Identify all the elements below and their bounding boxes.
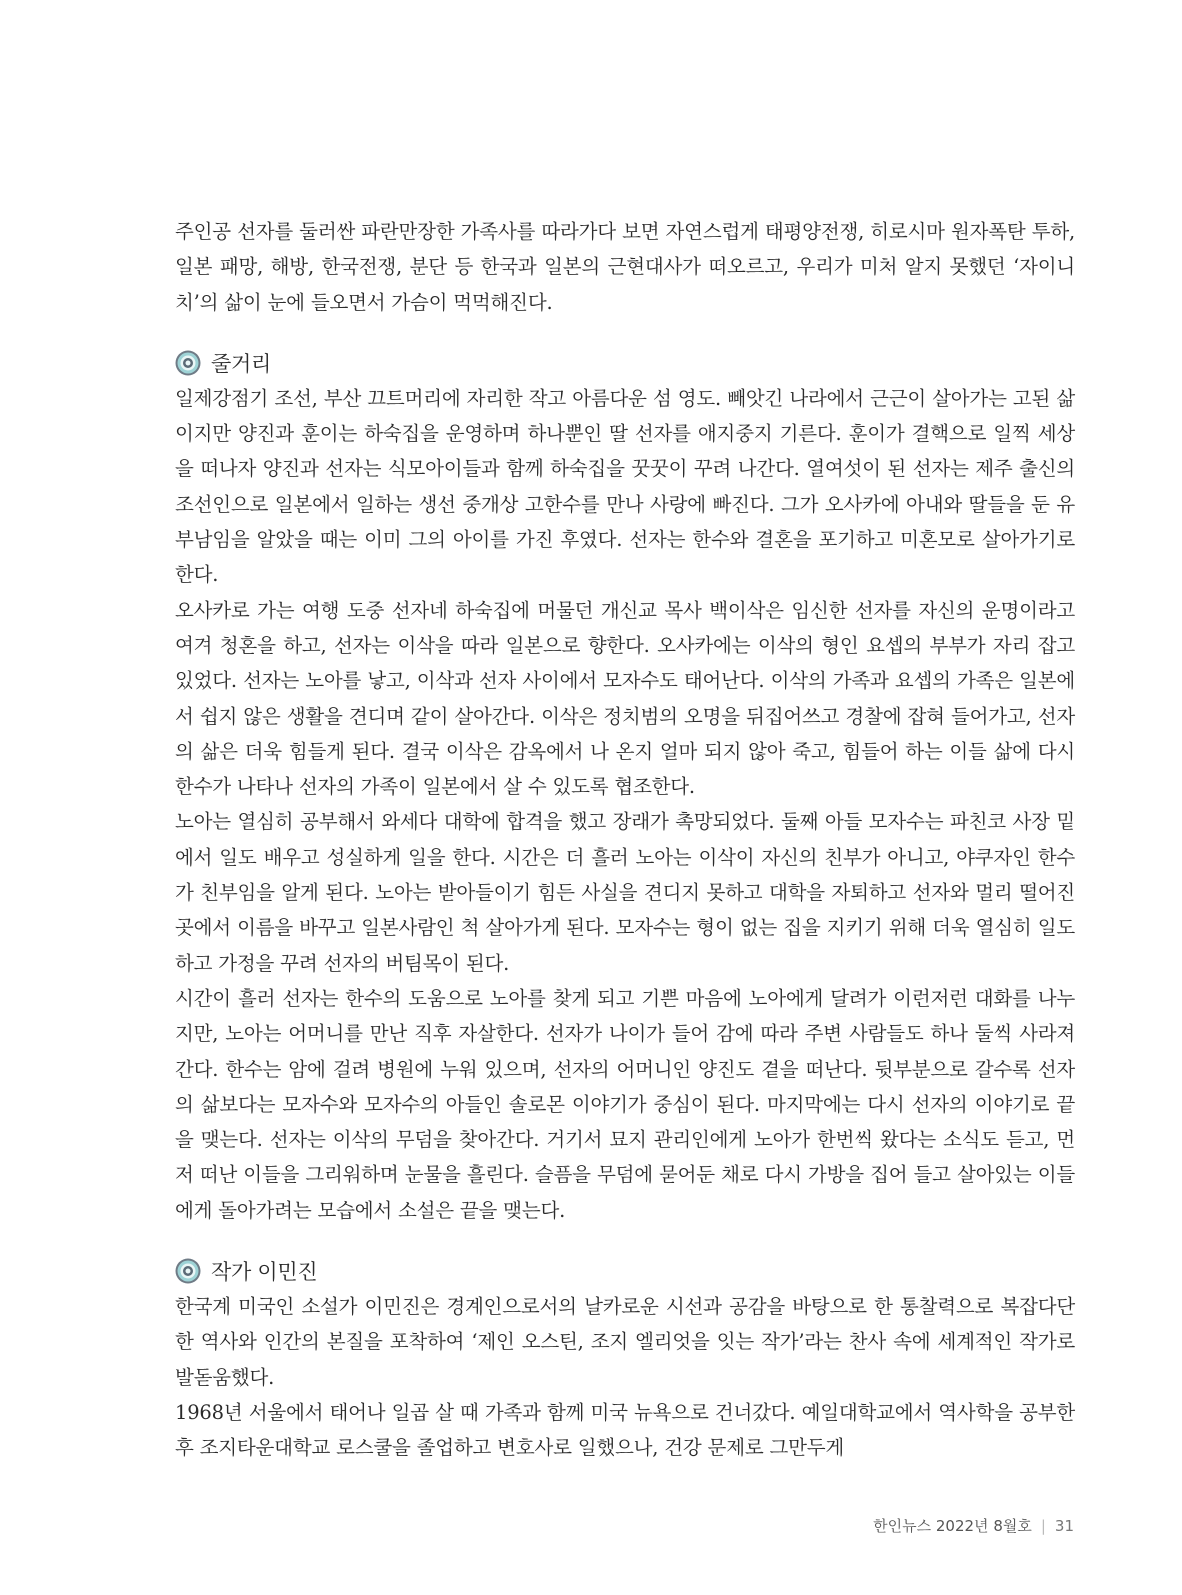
synopsis-paragraph-2: 오사카로 가는 여행 도중 선자네 하숙집에 머물던 개신교 목사 백이삭은 임신한 선자를 자신의 운명이라고 여겨 청혼을 하고, 선자는 이삭을 따라 일본으로 향한다. 오사카에는 이삭의 형인 요셉의 부부가 자리 잡고 있었다. 선자는 노아를 낳고, 이삭과 선자 사이에서 모자수도 태어난다. 이삭의 가족과 요셉의 가족은 일본에서 쉽지 않은 생활을 견디며 같이 살아간다. 이삭은 정치범의 오명을 뒤집어쓰고 경찰에 잡혀 들어가고, 선자의 삶은 더욱 힘들게 된다. 결국 이삭은 감옥에서 나 온지 얼마 되지 않아 죽고, 힘들어 하는 이들 삶에 다시 한수가 나타나 선자의 가족이 일본에서 살 수 있도록 협조한다. <box>175 598 1075 799</box>
page-number: 31 <box>1054 1516 1074 1535</box>
disc-icon <box>175 1258 201 1284</box>
synopsis-paragraph-1: 일제강점기 조선, 부산 끄트머리에 자리한 작고 아름다운 섬 영도. 빼앗긴 나라에서 근근이 살아가는 고된 삶이지만 양진과 훈이는 하숙집을 운영하며 하나뿐인 딸 선자를 애지중지 기른다. 훈이가 결핵으로 일찍 세상을 떠나자 양진과 선자는 식모아이들과 함께 하숙집을 꿋꿋이 꾸려 나간다. 열여섯이 된 선자는 제주 출신의 조선인으로 일본에서 일하는 생선 중개상 고한수를 만나 사랑에 빠진다. 그가 오사카에 아내와 딸들을 둔 유부남임을 알았을 때는 이미 그의 아이를 가진 후였다. 선자는 한수와 결혼을 포기하고 미혼모로 살아가기로 한다. <box>175 386 1075 587</box>
synopsis-paragraph-4: 시간이 흘러 선자는 한수의 도움으로 노아를 찾게 되고 기쁜 마음에 노아에게 달려가 이런저런 대화를 나누지만, 노아는 어머니를 만난 직후 자살한다. 선자가 나이가 들어 감에 따라 주변 사람들도 하나 둘씩 사라져간다. 한수는 암에 걸려 병원에 누워 있으며, 선자의 어머니인 양진도 곁을 떠난다. 뒷부분으로 갈수록 선자의 삶보다는 모자수와 모자수의 아들인 솔로몬 이야기가 중심이 된다. 마지막에는 다시 선자의 이야기로 끝을 맺는다. 선자는 이삭의 무덤을 찾아간다. 거기서 묘지 관리인에게 노아가 한번씩 왔다는 소식도 듣고, 먼저 떠난 이들을 그리워하며 눈물을 흘린다. 슬픔을 무덤에 묻어둔 채로 다시 가방을 집어 들고 살아있는 이들에게 돌아가려는 모습에서 소설은 끝을 맺는다. <box>175 986 1075 1222</box>
footer-separator: | <box>1040 1516 1046 1535</box>
author-paragraph-2: 1968년 서울에서 태어나 일곱 살 때 가족과 함께 미국 뉴욕으로 건너갔다. 예일대학교에서 역사학을 공부한 후 조지타운대학교 로스쿨을 졸업하고 변호사로 일했으나, 건강 문제로 그만두게 <box>175 1400 1075 1460</box>
intro-paragraph: 주인공 선자를 둘러싼 파란만장한 가족사를 따라가다 보면 자연스럽게 태평양전쟁, 히로시마 원자폭탄 투하, 일본 패망, 해방, 한국전쟁, 분단 등 한국과 일본의 근현대사가 떠오르고, 우리가 미처 알지 못했던 ‘자이니치’의 삶이 눈에 들오면서 가슴이 먹먹해진다. <box>175 220 1075 314</box>
synopsis-paragraph-3: 노아는 열심히 공부해서 와세다 대학에 합격을 했고 장래가 촉망되었다. 둘째 아들 모자수는 파친코 사장 밑에서 일도 배우고 성실하게 일을 한다. 시간은 더 흘러 노아는 이삭이 자신의 친부가 아니고, 야쿠자인 한수가 친부임을 알게 된다. 노아는 받아들이기 힘든 사실을 견디지 못하고 대학을 자퇴하고 선자와 멀리 떨어진 곳에서 이름을 바꾸고 일본사람인 척 살아가게 된다. 모자수는 형이 없는 집을 지키기 위해 더욱 열심히 일도 하고 가정을 꾸려 선자의 버팀목이 된다. <box>175 810 1075 975</box>
publication-name: 한인뉴스 2022년 8월호 <box>873 1517 1032 1535</box>
section-title: 줄거리 <box>211 351 271 376</box>
author-paragraph-1: 한국계 미국인 소설가 이민진은 경계인으로서의 날카로운 시선과 공감을 바탕으로 한 통찰력으로 복잡다단한 역사와 인간의 본질을 포착하여 ‘제인 오스틴, 조지 엘리엇을 잇는 작가’라는 찬사 속에 세계적인 작가로 발돋움했다. <box>175 1295 1075 1389</box>
article-body <box>175 214 1075 1466</box>
page-footer <box>873 1515 1074 1536</box>
section-title: 작가 이민진 <box>211 1260 318 1285</box>
section-heading-synopsis <box>175 345 1075 381</box>
section-heading-author <box>175 1253 1075 1289</box>
disc-icon <box>175 350 201 376</box>
